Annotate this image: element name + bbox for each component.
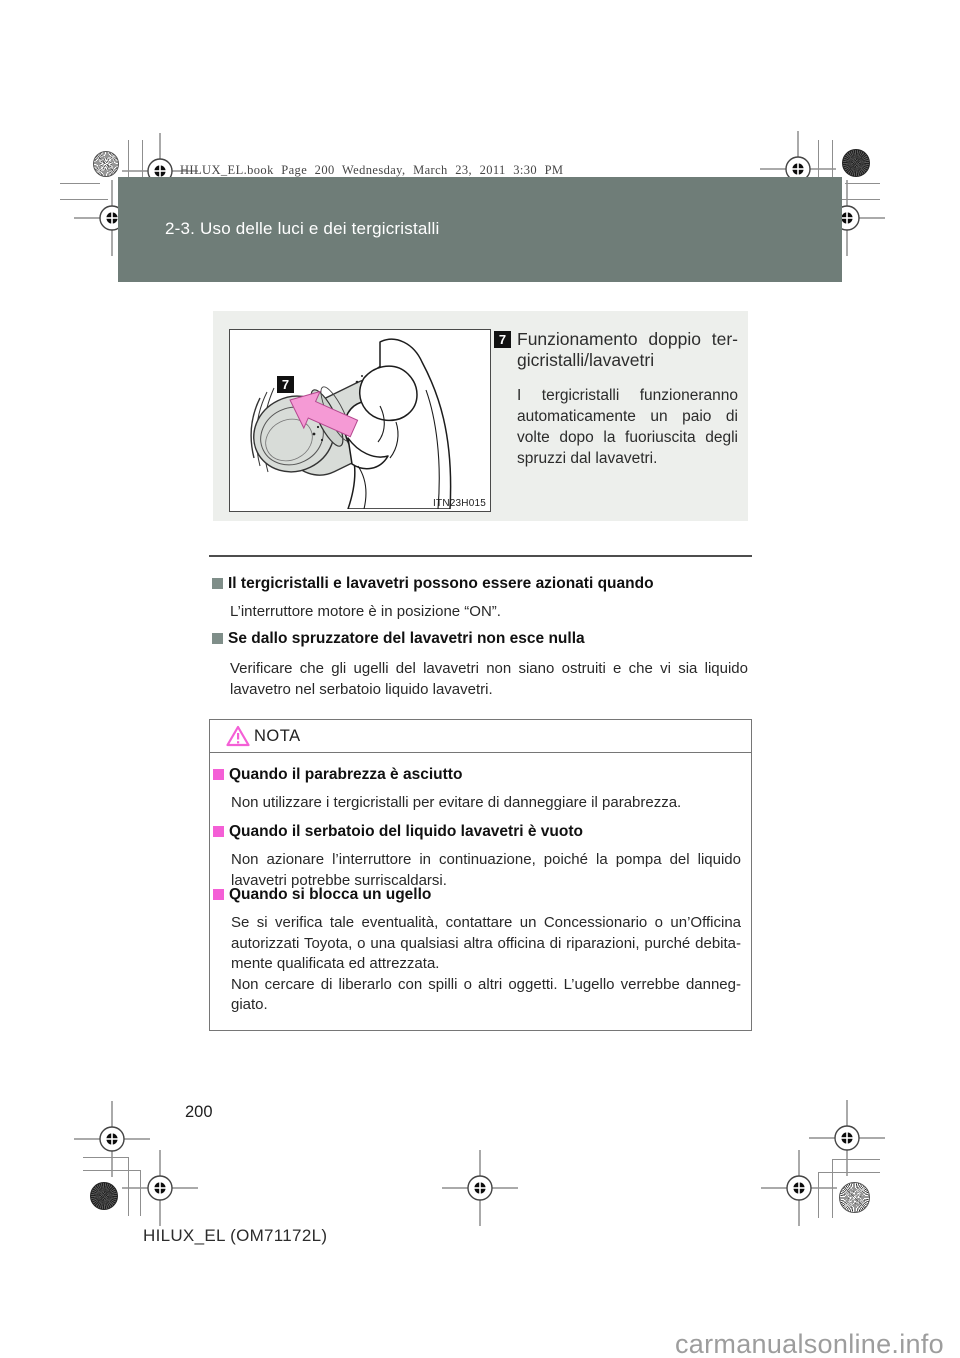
square-bullet-icon	[212, 578, 223, 589]
section-body-line: L’interruttore motore è in posizione “ON”.	[230, 603, 501, 620]
section-bullet-title	[212, 630, 585, 648]
registration-crosshair-icon	[442, 1150, 518, 1226]
moire-dot-icon	[90, 1182, 118, 1210]
warning-triangle-icon	[226, 725, 250, 747]
nota-body-line: Se si verifica tale eventualità, contattare un Concessionario o un’Officina	[231, 914, 741, 931]
trim-mark	[60, 199, 108, 200]
section-body	[230, 658, 748, 700]
nota-item-title	[213, 823, 583, 841]
figure-body	[517, 385, 738, 469]
square-bullet-icon	[212, 633, 223, 644]
trim-mark	[818, 1172, 819, 1218]
nota-body-line: Non utilizzare i tergicristalli per evitare di danneggiare il parabrezza.	[231, 794, 682, 811]
nota-body-line: Non cercare di liberarlo con spilli o altri oggetti. L’ugello verrebbe danneg-	[231, 975, 741, 993]
figure-body-line: I tergicristalli funzioneranno	[517, 387, 738, 404]
figure-content-box	[213, 311, 748, 521]
nota-item-title-text: Quando il parabrezza è asciutto	[229, 766, 463, 783]
nota-item-title	[213, 886, 431, 904]
section-title-text: Il tergicristalli e lavavetri possono essere azionati quando	[228, 575, 654, 592]
figure-body-line: automaticamente un paio di	[517, 408, 738, 425]
trim-mark	[142, 140, 143, 177]
trim-mark	[832, 140, 833, 177]
watermark-text: carmanualsonline.info	[675, 1329, 944, 1358]
nota-item-title-text: Quando il serbatoio del liquido lavavetri è vuoto	[229, 823, 583, 840]
trim-mark	[128, 140, 129, 177]
sunburst-mark-icon	[839, 1182, 870, 1213]
section-body-line: lavavetro nel serbatoio liquido lavavetri.	[230, 681, 493, 698]
nota-item-body	[231, 913, 741, 1016]
figure-description	[498, 329, 738, 469]
registration-crosshair-icon	[122, 1150, 198, 1226]
registration-crosshair-icon	[761, 1150, 837, 1226]
figure-heading-line: gicristalli/lavavetri	[517, 350, 655, 370]
nota-box	[209, 719, 752, 1031]
trim-mark	[83, 1170, 140, 1171]
nota-title: NOTA	[254, 727, 301, 745]
nota-body-line: lavavetri potrebbe surriscaldarsi.	[231, 871, 447, 889]
figure-code: ITN23H015	[433, 498, 486, 509]
section-body-line: Verificare che gli ugelli del lavavetri non siano ostruiti e che vi sia liquido	[230, 660, 748, 677]
nota-header	[210, 720, 751, 753]
square-bullet-icon	[213, 889, 224, 900]
sunburst-mark-icon	[93, 151, 119, 177]
trim-mark	[818, 140, 819, 177]
document-code: HILUX_EL (OM71172L)	[143, 1226, 328, 1245]
nota-body-line: Non azionare l’interruttore in continuazione, poiché la pompa del liquido	[231, 851, 741, 868]
nota-item-title-text: Quando si blocca un ugello	[229, 886, 432, 903]
trim-mark	[833, 1159, 880, 1160]
section-title-text: Se dallo spruzzatore del lavavetri non esce nulla	[228, 630, 585, 647]
nota-body-line: mente qualificata ed attrezzata.	[231, 955, 440, 973]
nota-item-title	[213, 766, 462, 784]
trim-mark	[128, 1157, 129, 1216]
figure-body-line: volte dopo la fuoriuscita degli	[517, 429, 738, 446]
nota-body-line: autorizzati Toyota, o una qualsiasi altra officina di riparazioni, purché debita-	[231, 934, 741, 952]
trim-mark	[838, 199, 880, 200]
trim-mark	[60, 183, 100, 184]
item-number-badge: 7	[494, 331, 511, 348]
page-number: 200	[185, 1103, 213, 1121]
trim-mark	[818, 1172, 880, 1173]
figure-heading-line: Funzionamento doppio ter-	[517, 329, 738, 349]
figure-frame	[229, 329, 491, 512]
trim-mark	[845, 183, 880, 184]
section-divider	[209, 555, 752, 557]
figure-callout-badge: 7	[277, 376, 294, 393]
figure-body-line: spruzzi dal lavavetri.	[517, 450, 658, 467]
section-title: 2-3. Uso delle luci e dei tergicristalli	[165, 219, 440, 238]
moire-dot-icon	[842, 149, 870, 177]
trim-mark	[140, 1170, 141, 1216]
section-bullet-title	[212, 575, 654, 593]
section-banner	[118, 177, 842, 282]
nota-item-body	[231, 793, 741, 814]
trim-mark	[832, 1159, 833, 1218]
nota-item-body	[231, 850, 741, 891]
file-info-text: HILUX_EL.book Page 200 Wednesday, March 23, 2011 3:30 PM	[180, 163, 564, 177]
nota-body-line: giato.	[231, 996, 268, 1014]
square-bullet-icon	[213, 826, 224, 837]
wiper-stalk-illustration	[230, 330, 488, 509]
figure-heading	[498, 329, 738, 371]
square-bullet-icon	[213, 769, 224, 780]
section-body	[230, 601, 748, 622]
trim-mark	[83, 1157, 128, 1158]
